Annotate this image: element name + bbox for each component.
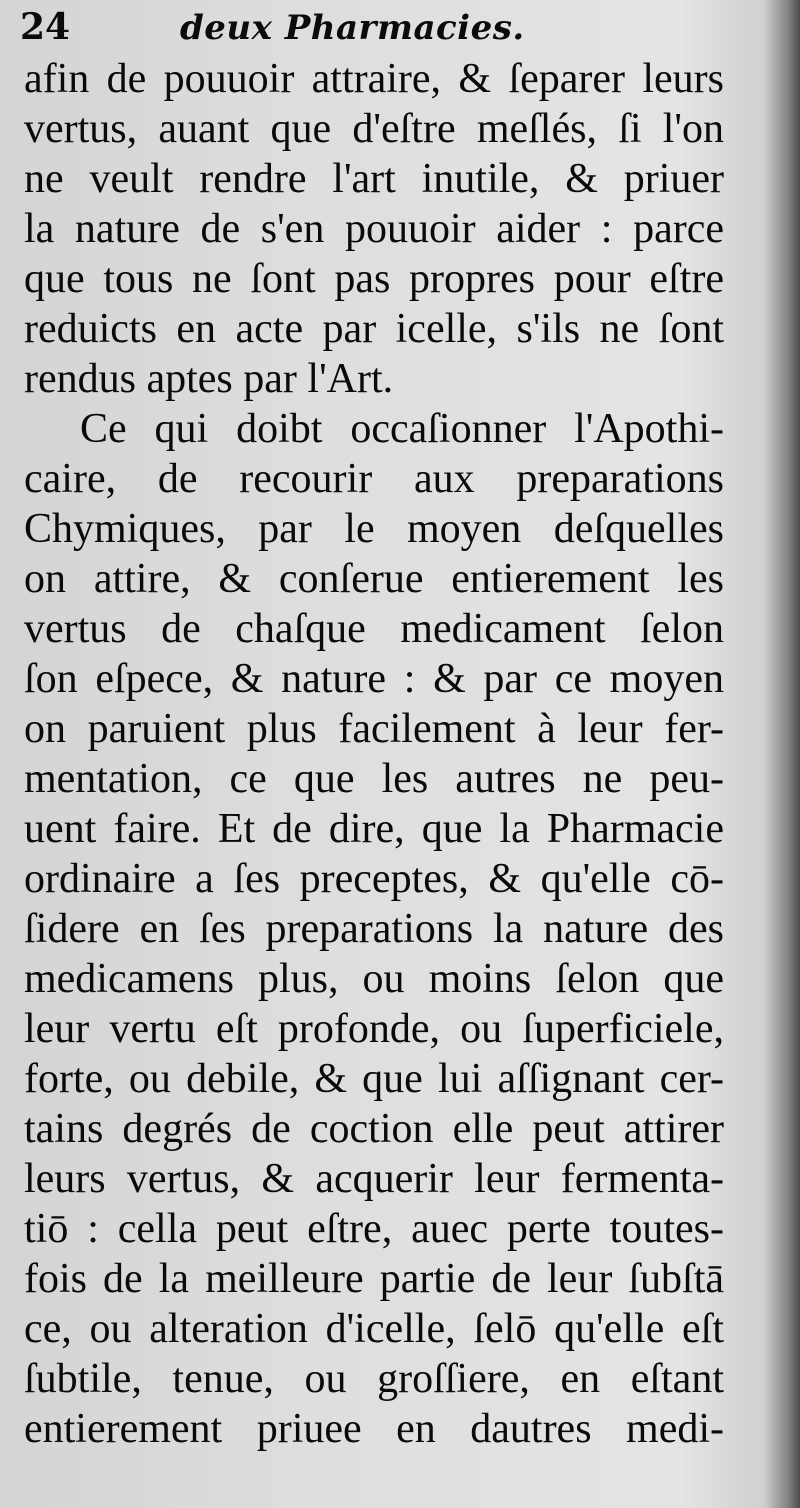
page-number: 24 <box>20 6 71 48</box>
text-line: Ce qui doibt occaſionner l'Apothi- <box>80 406 724 452</box>
text-line: ce, ou alteration d'icelle, ſelō qu'elle eſt <box>24 1306 724 1352</box>
text-line: reduicts en acte par icelle, s'ils ne ſont <box>24 306 724 352</box>
text-line: ne veult rendre l'art inutile, & priuer <box>24 156 724 202</box>
text-line: afin de pouuoir attraire, & ſeparer leurs <box>24 56 724 102</box>
text-line: vertus de chaſque medicament ſelon <box>24 606 724 652</box>
page-gutter-shadow <box>762 0 800 1508</box>
text-line: la nature de s'en pouuoir aider : parce <box>24 206 724 252</box>
text-line: on attire, & conſerue entierement les <box>24 556 724 602</box>
text-line: rendus aptes par l'Art. <box>24 356 394 402</box>
text-line: Chymiques, par le moyen deſquelles <box>24 506 724 552</box>
text-line: entierement priuee en dautres medi- <box>24 1406 724 1452</box>
text-line: uent faire. Et de dire, que la Pharmacie <box>24 806 724 852</box>
text-line: mentation, ce que les autres ne peu- <box>24 756 724 802</box>
text-line: ſon eſpece, & nature : & par ce moyen <box>24 656 724 702</box>
text-line: ordinaire a ſes preceptes, & qu'elle cō- <box>24 856 724 902</box>
text-line: on paruient plus facilement à leur fer- <box>24 706 724 752</box>
text-line: tiō : cella peut eſtre, auec perte toutes- <box>24 1206 724 1252</box>
text-line: leur vertu eſt profonde, ou ſuperficiele, <box>24 1006 724 1052</box>
text-line: leurs vertus, & acquerir leur fermenta- <box>24 1156 724 1202</box>
text-line: ſidere en ſes preparations la nature des <box>24 906 724 952</box>
text-line: que tous ne ſont pas propres pour eſtre <box>24 256 724 302</box>
body-text <box>24 54 724 1454</box>
running-title: deux Pharmacies. <box>180 8 525 48</box>
running-head <box>20 6 720 52</box>
text-line: medicamens plus, ou moins ſelon que <box>24 956 724 1002</box>
text-line: vertus, auant que d'eſtre meſlés, ſi l'on <box>24 106 724 152</box>
text-line: ſubtile, tenue, ou groſſiere, en eſtant <box>24 1356 724 1402</box>
text-line: caire, de recourir aux preparations <box>24 456 724 502</box>
text-line: fois de la meilleure partie de leur ſubſtā <box>24 1256 724 1302</box>
text-line: tains degrés de coction elle peut attirer <box>24 1106 724 1152</box>
text-line: forte, ou debile, & que lui aſſignant cer- <box>24 1056 724 1102</box>
